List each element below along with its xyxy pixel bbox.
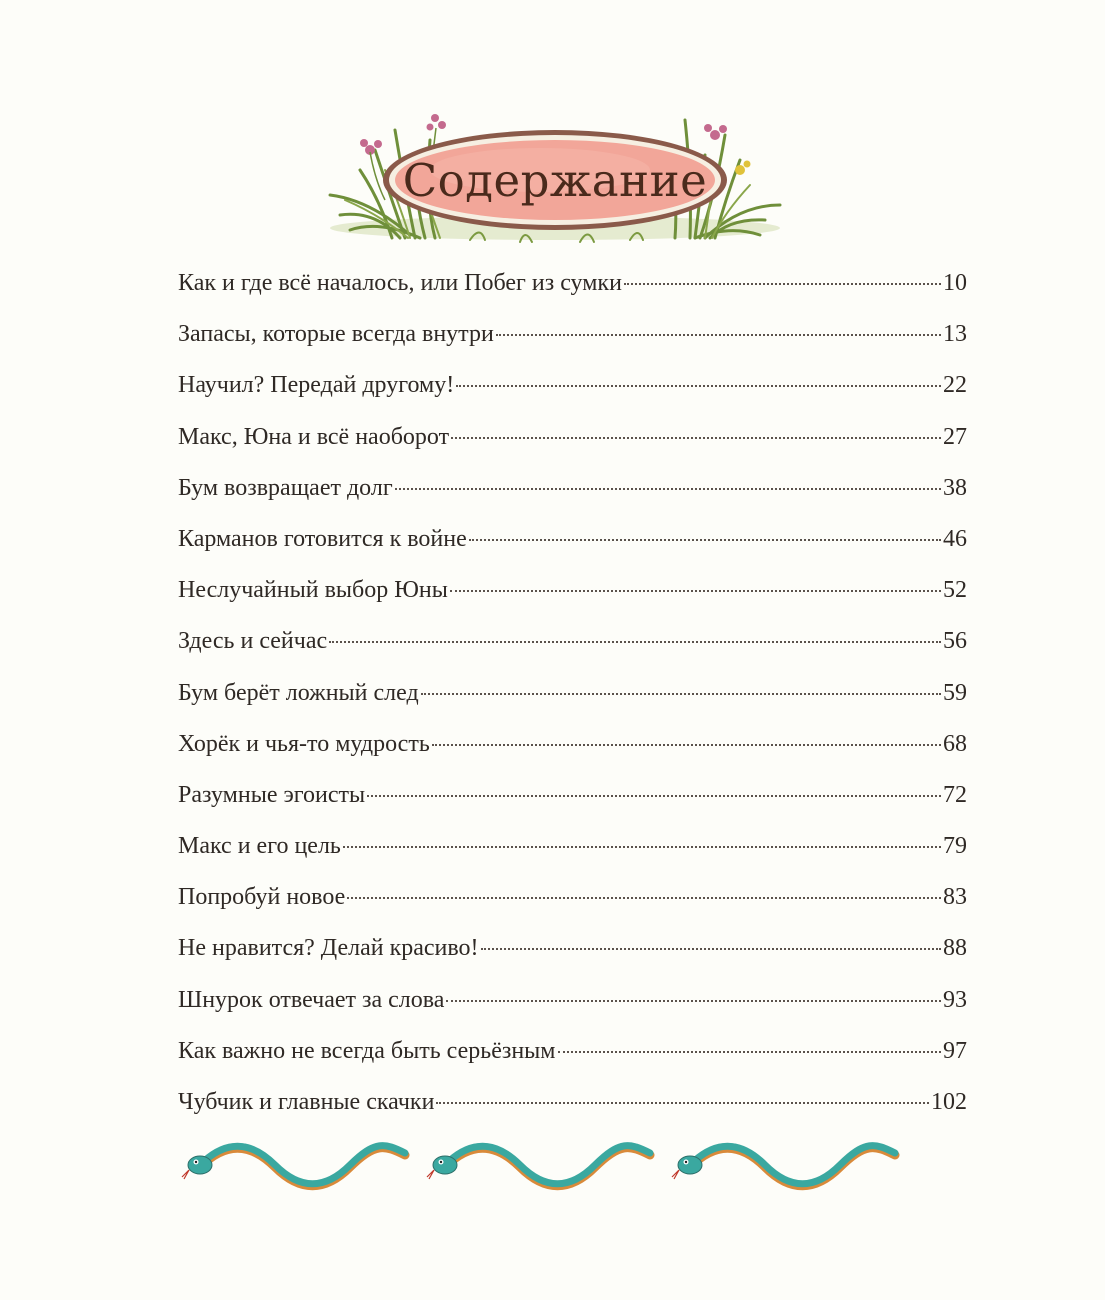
snake-icon [427, 1146, 650, 1186]
toc-entry-title: Хорёк и чья-то мудрость [178, 730, 430, 757]
toc-entry [178, 821, 967, 872]
toc-entry [178, 565, 967, 616]
toc-entry-page-number: 83 [943, 884, 967, 911]
toc-entry-title: Макс и его цель [178, 833, 341, 860]
toc-entry-title: Шнурок отвечает за слова [178, 986, 445, 1013]
dot-leader [624, 283, 941, 285]
dot-leader [343, 846, 941, 848]
toc-entry [178, 463, 967, 514]
dot-leader [367, 795, 941, 797]
toc-entry-page-number: 79 [943, 833, 967, 860]
toc-entry-title: Здесь и сейчас [178, 628, 328, 655]
table-of-contents [178, 258, 967, 1128]
toc-entry [178, 668, 967, 719]
toc-entry-title: Как важно не всегда быть серьёзным [178, 1037, 556, 1064]
dot-leader [496, 334, 941, 336]
toc-entry-page-number: 88 [943, 935, 967, 962]
toc-entry-title: Неслучайный выбор Юны [178, 577, 448, 604]
toc-entry [178, 1077, 967, 1128]
toc-entry [178, 719, 967, 770]
toc-entry-page-number: 102 [931, 1089, 967, 1115]
toc-entry [178, 923, 967, 974]
toc-entry [178, 258, 967, 309]
dot-leader [469, 539, 941, 541]
toc-entry-page-number: 72 [943, 781, 967, 808]
toc-entry [178, 360, 967, 411]
dot-leader [450, 590, 941, 592]
toc-entry-title: Не нравится? Делай красиво! [178, 935, 479, 962]
snake-icon [182, 1146, 405, 1186]
toc-entry-title: Попробуй новое [178, 884, 346, 911]
toc-entry-title: Разумные эгоисты [178, 781, 366, 808]
dot-leader [456, 385, 941, 387]
toc-entry-page-number: 59 [943, 679, 967, 706]
dot-leader [436, 1102, 929, 1104]
toc-entry-title: Как и где всё началось, или Побег из сумки [178, 270, 622, 296]
page-title: Содержание [402, 154, 708, 207]
toc-entry-title: Чубчик и главные скачки [178, 1089, 435, 1115]
dot-leader [432, 744, 941, 746]
toc-entry-page-number: 46 [943, 525, 967, 552]
toc-entry [178, 616, 967, 667]
toc-entry-title: Научил? Передай другому! [178, 372, 455, 399]
toc-entry-title: Макс, Юна и всё наоборот [178, 423, 450, 450]
toc-entry-title: Бум берёт ложный след [178, 679, 419, 706]
dot-leader [329, 641, 941, 643]
toc-entry-page-number: 93 [943, 986, 967, 1013]
toc-entry-page-number: 27 [943, 423, 967, 450]
toc-entry [178, 975, 967, 1026]
toc-entry-page-number: 56 [943, 628, 967, 655]
toc-entry-title: Запасы, которые всегда внутри [178, 321, 494, 348]
toc-entry-page-number: 68 [943, 730, 967, 757]
toc-entry [178, 412, 967, 463]
toc-entry [178, 770, 967, 821]
toc-entry-page-number: 10 [943, 270, 967, 296]
dot-leader [395, 488, 941, 490]
dot-leader [481, 948, 941, 950]
snake-icon [180, 1135, 900, 1195]
toc-entry-page-number: 22 [943, 372, 967, 399]
toc-entry-title: Карманов готовится к войне [178, 525, 467, 552]
toc-entry-page-number: 13 [943, 321, 967, 348]
toc-entry [178, 872, 967, 923]
dot-leader [451, 437, 941, 439]
dot-leader [347, 897, 941, 899]
toc-entry [178, 514, 967, 565]
toc-entry-page-number: 97 [943, 1037, 967, 1064]
dot-leader [421, 693, 941, 695]
toc-entry [178, 1026, 967, 1077]
toc-entry-page-number: 52 [943, 577, 967, 604]
toc-entry [178, 309, 967, 360]
toc-entry-page-number: 38 [943, 474, 967, 501]
dot-leader [558, 1051, 942, 1053]
toc-entry-title: Бум возвращает долг [178, 474, 393, 501]
snake-icon [672, 1146, 895, 1186]
dot-leader [446, 1000, 941, 1002]
